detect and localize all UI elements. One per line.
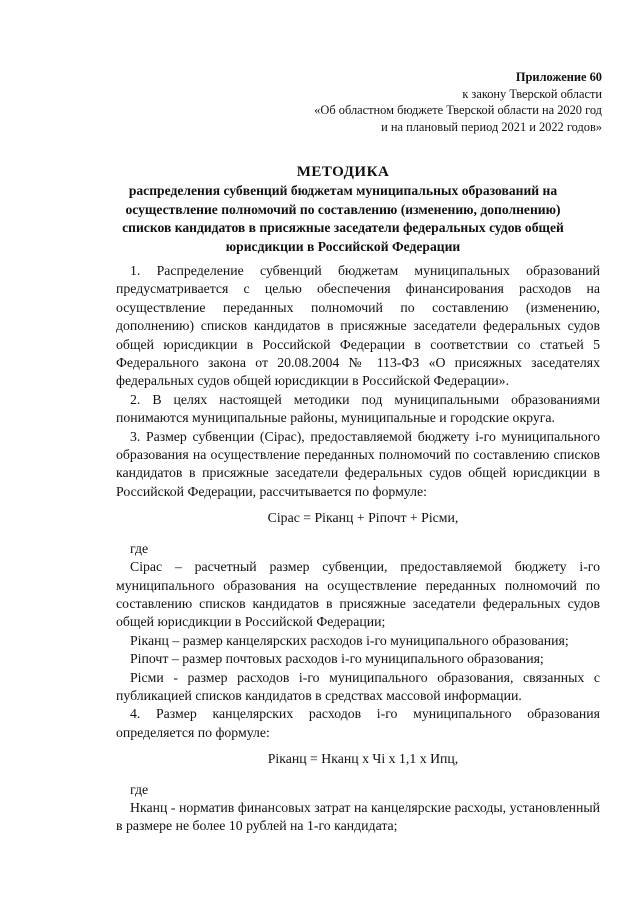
paragraph-1: 1. Распределение субвенций бюджетам муниципальных образований предусматривается с целью обеспечения финансирования расходов на осуществление переданных полномочий по составлению (изменению, дополнению) списков кандидатов в присяжные заседатели федеральных судов общей юрисдикции в Российской Федерации в соответствии со статьей 5 Федерального закона от 20.08.2004 № 113-ФЗ «О присяжных заседателях федеральных судов общей юрисдикции в Российской Федерации». bbox=[116, 263, 600, 389]
definition-pipocht: Piпочт – размер почтовых расходов i-го муниципального образования; bbox=[130, 651, 544, 667]
appendix-number: Приложение 60 bbox=[515, 70, 602, 84]
document-body bbox=[116, 262, 600, 836]
definition-nkants: Нканц - норматив финансовых затрат на канцелярские расходы, установленный в размере не более 10 рублей на 1-го кандидата; bbox=[116, 799, 600, 834]
appendix-header bbox=[314, 69, 602, 135]
title-sub-line: осуществление полномочий по составлению (изменению, дополнению) bbox=[125, 201, 561, 217]
formula-subvention: Ciрас = Piканц + Piпочт + Piсми, bbox=[267, 510, 459, 526]
document-title bbox=[98, 162, 588, 256]
definition-pikants: Piканц – размер канцелярских расходов i-го муниципального образования; bbox=[130, 632, 569, 648]
title-sub-line: юрисдикции в Российской Федерации bbox=[225, 238, 461, 254]
appendix-law-ref: к закону Тверской области bbox=[462, 86, 602, 101]
paragraph-4: 4. Размер канцелярских расходов i-го муниципального образования определяется по формуле: bbox=[116, 706, 600, 740]
paragraph-2: 2. В целях настоящей методики под муниципальными образованиями понимаются муниципальные районы, муниципальные и городские округа. bbox=[116, 391, 600, 426]
paragraph-3: 3. Размер субвенции (Ciрас), предоставляемой бюджету i-го муниципального образования на осуществление переданных полномочий по составлению списков кандидатов в присяжные заседатели федеральных судов общей юрисдикции в Российской Федерации, рассчитывается по формуле: bbox=[116, 428, 600, 499]
where-label: где bbox=[130, 781, 149, 797]
appendix-law-period: и на плановый период 2021 и 2022 годов» bbox=[381, 119, 602, 134]
definition-pismi: Piсми - размер расходов i-го муниципального образования, связанных с публикацией списков кандидатов в средствах массовой информации. bbox=[116, 669, 600, 703]
formula-office-costs: Piканц = Нканц х Чi х 1,1 х Ипц, bbox=[267, 751, 459, 767]
title-sub-line: распределения субвенций бюджетам муниципальных образований на bbox=[128, 183, 558, 198]
where-label: где bbox=[130, 540, 149, 556]
title-sub-line: списков кандидатов в присяжные заседатели федеральных судов общей bbox=[122, 220, 564, 236]
appendix-law-title: «Об областном бюджете Тверской области на 2020 год bbox=[314, 103, 602, 117]
title-main: МЕТОДИКА bbox=[296, 164, 390, 180]
definition-ciras: Ciрас – расчетный размер субвенции, предоставляемой бюджету i-го муниципального образования на осуществление переданных полномочий по составлению списков кандидатов в присяжные заседатели федеральных судов общей юрисдикции в Российской Федерации; bbox=[116, 559, 600, 630]
